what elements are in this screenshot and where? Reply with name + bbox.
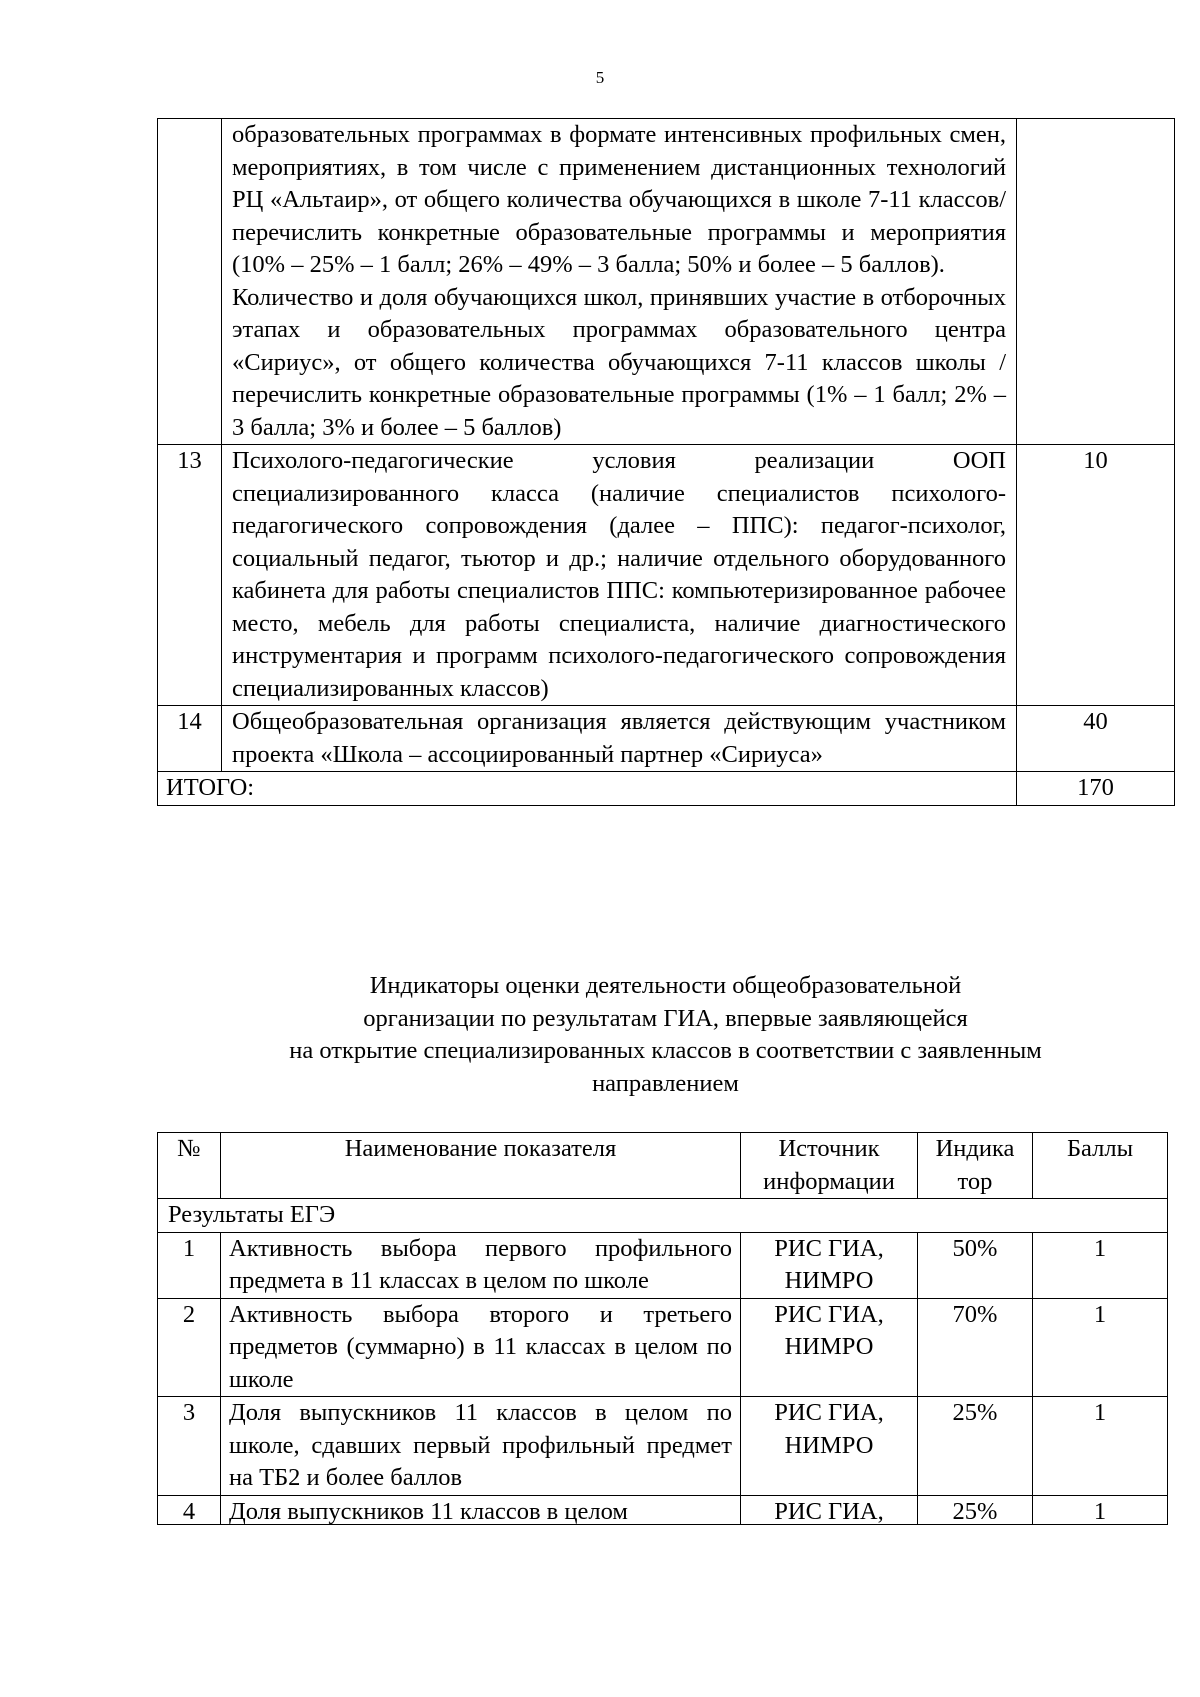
cell-clip: 4 [182,1497,196,1524]
total-value: 170 [1017,772,1175,806]
section-heading [157,970,1174,1100]
cell-clip: 25% [952,1497,998,1524]
criterion-text: Общеобразовательная организация является действующим участником проекта «Школа – ассоциированный партнер «Сириуса» [222,706,1017,772]
cell-clip: 1 [1093,1497,1107,1524]
header-row [158,1133,1168,1199]
heading-line: организации по результатам ГИА, впервые заявляющейся [363,1004,968,1032]
indicator-value [918,1495,1033,1524]
indicator-score: 1 [1033,1232,1168,1298]
indicator-name: Доля выпускников 11 классов в целом по школе, сдавших первый профильный предмет на ТБ2 и более баллов [221,1397,741,1496]
row-number [158,1495,221,1524]
cell-clip: Доля выпускников 11 классов в целом [229,1497,628,1524]
table-row [158,1397,1168,1496]
indicator-name [221,1495,741,1524]
criteria-table [157,118,1175,806]
indicator-score [1033,1495,1168,1524]
criterion-text-part: Количество и доля обучающихся школ, принявших участие в отборочных этапах и образовательных программах образовательного центра «Сириус», от общего количества обучающихся 7-11 классов школы /перечислить конкретные образовательные программы (1% – 1 балл; 2% – 3 балла; 3% и более – 5 баллов) [232,283,1006,441]
table-row [158,1495,1168,1524]
heading-line: направлением [592,1069,739,1097]
table-row [158,1232,1168,1298]
indicator-value: 25% [918,1397,1033,1496]
table-row [158,1298,1168,1397]
indicators-table [157,1132,1168,1525]
header-indicator: Индика тор [918,1133,1033,1199]
section-row [158,1199,1168,1233]
row-number: 14 [158,706,222,772]
section-title: Результаты ЕГЭ [158,1199,1168,1233]
indicator-score: 1 [1033,1397,1168,1496]
indicator-value: 70% [918,1298,1033,1397]
table-row [158,119,1175,445]
criterion-score [1017,119,1175,445]
total-row [158,772,1175,806]
indicator-source [741,1495,918,1524]
heading-line: Индикаторы оценки деятельности общеобразовательной [369,972,962,999]
criterion-text-part: образовательных программах в формате интенсивных профильных смен, мероприятиях, в том числе с применением дистанционных технологий РЦ «Альтаир», от общего количества обучающихся в школе 7-11 классов/перечислить конкретные образовательные программы и мероприятия (10% – 25% – 1 балл; 26% – 49% – 3 балла; 50% и более – 5 баллов). [232,121,1006,278]
header-name: Наименование показателя [221,1133,741,1199]
indicator-name: Активность выбора первого профильного предмета в 11 классах в целом по школе [221,1232,741,1298]
cell-clip: РИС ГИА, [774,1497,884,1524]
criterion-score: 40 [1017,706,1175,772]
row-number [158,119,222,445]
table-row [158,445,1175,706]
criterion-text [222,119,1017,445]
row-number: 1 [158,1232,221,1298]
indicator-score: 1 [1033,1298,1168,1397]
criterion-score: 10 [1017,445,1175,706]
criterion-text: Психолого-педагогические условия реализации ООП специализированного класса (наличие специалистов психолого-педагогического сопровождения (далее – ППС): педагог-психолог, социальный педагог, тьютор и др.; наличие отдельного оборудованного кабинета для работы специалистов ППС: компьютеризированное рабочее место, мебель для работы специалиста, наличие диагностического инструментария и программ психолого-педагогического сопровождения специализированных классов) [222,445,1017,706]
indicator-name: Активность выбора второго и третьего предметов (суммарно) в 11 классах в целом по школе [221,1298,741,1397]
total-label: ИТОГО: [158,772,1017,806]
row-number: 2 [158,1298,221,1397]
row-number: 13 [158,445,222,706]
heading-line: на открытие специализированных классов в соответствии с заявленным [289,1037,1042,1064]
indicator-source: РИС ГИА, НИМРО [741,1298,918,1397]
header-num: № [158,1133,221,1199]
header-source: Источник информации [741,1133,918,1199]
row-number: 3 [158,1397,221,1496]
indicator-value: 50% [918,1232,1033,1298]
indicator-source: РИС ГИА, НИМРО [741,1397,918,1496]
header-score: Баллы [1033,1133,1168,1199]
page-number: 5 [595,68,605,87]
table-row [158,706,1175,772]
indicator-source: РИС ГИА, НИМРО [741,1232,918,1298]
